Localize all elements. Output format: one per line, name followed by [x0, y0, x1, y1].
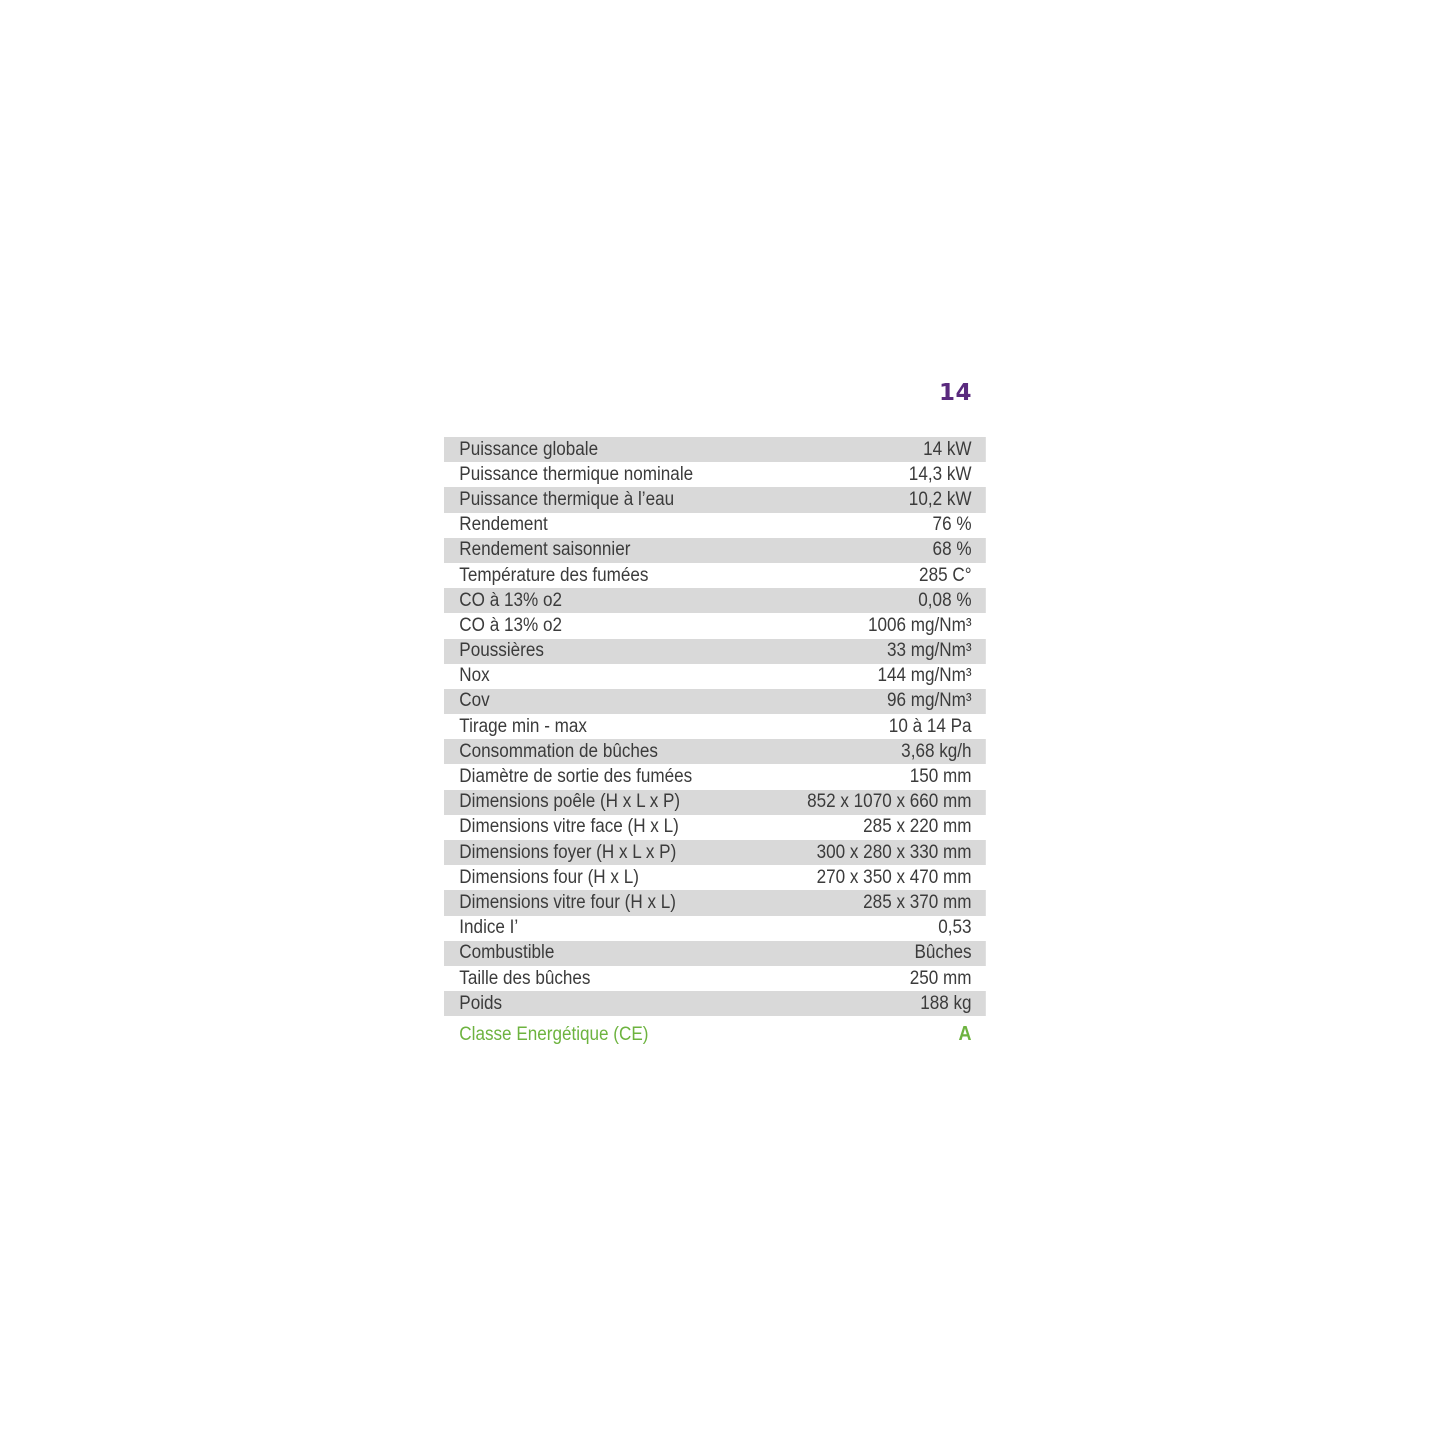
spec-row	[444, 991, 986, 1016]
spec-label: Puissance globale	[459, 438, 599, 460]
spec-label: Puissance thermique nominale	[459, 463, 694, 485]
spec-value: 1006 mg/Nm³	[867, 614, 972, 636]
spec-value: 144 mg/Nm³	[877, 665, 972, 687]
spec-value: 285 C°	[919, 564, 972, 586]
spec-row	[444, 588, 986, 613]
spec-row	[444, 689, 986, 714]
energy-class-value: A	[958, 1023, 972, 1046]
spec-value: 0,53	[938, 917, 972, 939]
spec-value: 10 à 14 Pa	[888, 715, 972, 737]
spec-row	[444, 613, 986, 638]
spec-row	[444, 639, 986, 664]
spec-label: Température des fumées	[459, 564, 649, 586]
spec-row	[444, 664, 986, 689]
spec-label: CO à 13% o2	[459, 614, 562, 636]
spec-label: Cov	[459, 690, 490, 712]
spec-row	[444, 840, 986, 865]
spec-value: 10,2 kW	[908, 488, 972, 510]
spec-row	[444, 890, 986, 915]
spec-row	[444, 563, 986, 588]
spec-value: 285 x 370 mm	[863, 891, 972, 913]
spec-row	[444, 714, 986, 739]
spec-value: 68 %	[932, 539, 972, 561]
spec-label: Dimensions poêle (H x L x P)	[459, 791, 681, 813]
spec-row	[444, 764, 986, 789]
spec-label: Tirage min - max	[459, 715, 587, 737]
spec-label: Dimensions vitre four (H x L)	[459, 891, 676, 913]
spec-label: Puissance thermique à l’eau	[459, 488, 675, 510]
spec-value: 285 x 220 mm	[863, 816, 972, 838]
spec-label: Diamètre de sortie des fumées	[459, 766, 693, 788]
spec-row	[444, 815, 986, 840]
spec-label: Indice I’	[459, 917, 519, 939]
spec-label: Dimensions four (H x L)	[459, 866, 639, 888]
spec-label: Poids	[459, 992, 503, 1014]
spec-row	[444, 739, 986, 764]
energy-class-label: Classe Energétique (CE)	[459, 1023, 649, 1045]
spec-row	[444, 790, 986, 815]
spec-value: 250 mm	[909, 967, 972, 989]
spec-value: 300 x 280 x 330 mm	[816, 841, 972, 863]
spec-value: 76 %	[932, 514, 972, 536]
spec-value: 852 x 1070 x 660 mm	[807, 791, 972, 813]
spec-label: Taille des bûches	[459, 967, 591, 989]
spec-value: Bûches	[914, 942, 972, 964]
spec-label: Dimensions vitre face (H x L)	[459, 816, 679, 838]
spec-row	[444, 513, 986, 538]
spec-label: Rendement	[459, 514, 548, 536]
spec-value: 150 mm	[909, 766, 972, 788]
spec-value: 96 mg/Nm³	[886, 690, 972, 712]
spec-row	[444, 966, 986, 991]
spec-value: 0,08 %	[918, 589, 972, 611]
spec-row	[444, 916, 986, 941]
spec-label: Nox	[459, 665, 490, 687]
spec-label: Rendement saisonnier	[459, 539, 631, 561]
spec-row	[444, 437, 986, 462]
spec-table	[444, 437, 986, 1048]
spec-value: 188 kg	[920, 992, 972, 1014]
spec-value: 3,68 kg/h	[901, 740, 972, 762]
spec-value: 14,3 kW	[908, 463, 972, 485]
spec-row	[444, 462, 986, 487]
spec-label: Consommation de bûches	[459, 740, 658, 762]
spec-label: Dimensions foyer (H x L x P)	[459, 841, 677, 863]
spec-value: 270 x 350 x 470 mm	[816, 866, 972, 888]
spec-row	[444, 487, 986, 512]
spec-label: Poussières	[459, 640, 544, 662]
spec-label: CO à 13% o2	[459, 589, 562, 611]
spec-value: 33 mg/Nm³	[886, 640, 972, 662]
spec-value: 14 kW	[923, 438, 972, 460]
energy-class-row	[444, 1022, 986, 1047]
spec-row	[444, 865, 986, 890]
spec-row	[444, 538, 986, 563]
model-number: 14	[938, 380, 972, 406]
spec-label: Combustible	[459, 942, 555, 964]
spec-row	[444, 941, 986, 966]
